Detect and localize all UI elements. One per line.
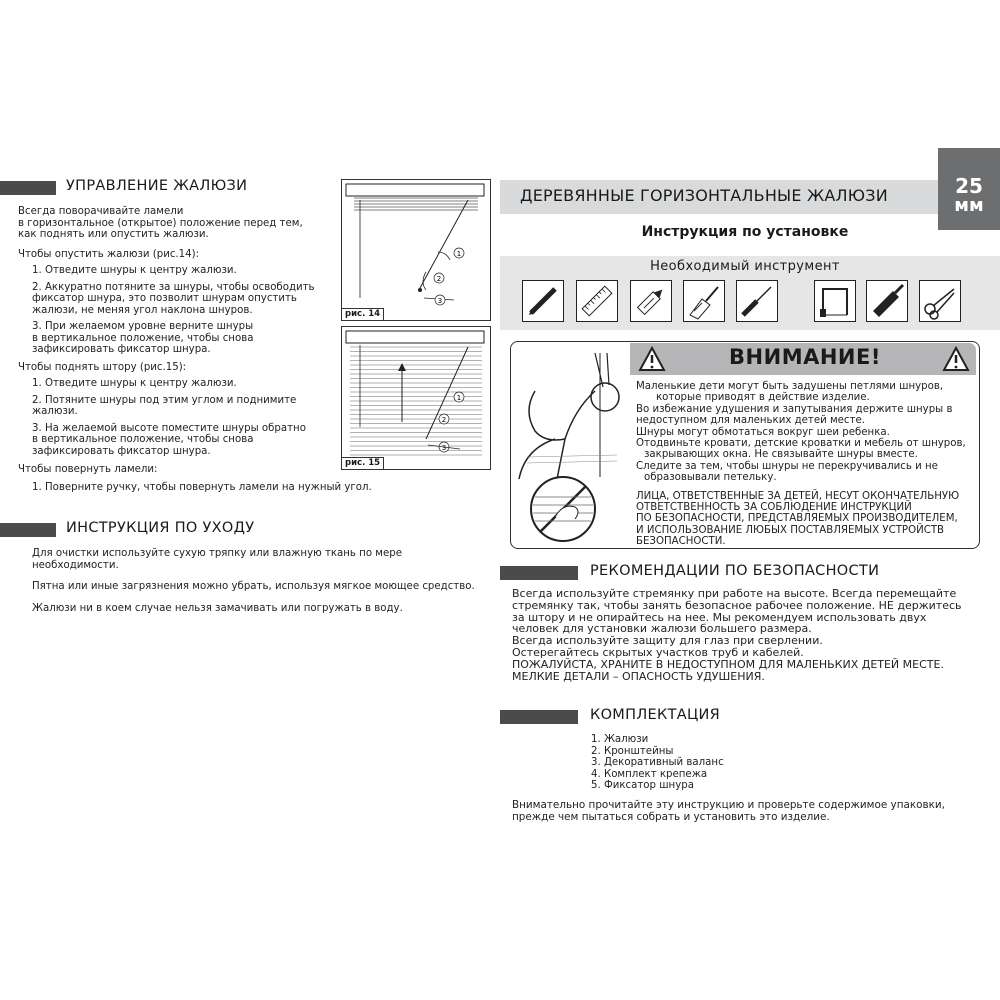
warning-text: Маленькие дети могут быть задушены петлями шнуров, которые приводят в действие изделие. Во избежание удушения и запутывания держите шнуры в недоступном для маленьких детей месте. Шнуры могут обмотаться вокруг шеи ребенка. Отодвиньте кровати, детские кроватки и мебель от шнуров, закрывающих окна. Не связывайте шнуры вместе. Следите за тем, чтобы шнуры не перекручивались и не образовывали петельку. ЛИЦА, ОТВЕТСТВЕННЫЕ ЗА ДЕТЕЙ, НЕСУТ ОКОНЧАТЕЛЬНУЮ ОТВЕТСТВЕННОСТЬ ЗА СОБЛЮДЕНИЕ ИНСТРУКЦИЙ ПО БЕЗОПАСНОСТИ, ПРЕДСТАВЛЯЕМЫХ ПРОИЗВОДИТЕЛЕМ, И ИСПОЛЬЗОВАНИЕ ЛЮБЫХ ПОСТАВЛЯЕМЫХ УСТРОЙСТВ БЕЗОПАСНОСТИ. xyxy=(636,381,966,548)
header-title: ДЕРЕВЯННЫЕ ГОРИЗОНТАЛЬНЫЕ ЖАЛЮЗИ xyxy=(520,186,888,205)
blind-raise-illustration xyxy=(342,327,490,469)
kit-title: КОМПЛЕКТАЦИЯ xyxy=(590,707,721,723)
blind-lower-illustration xyxy=(342,180,490,320)
safety-text: Всегда используйте стремянку при работе на высоте. Всегда перемещайте стремянку так, чтобы занять безопасное рабочее положение. НЕ держитесь за штору и не опирайтесь на нее. Мы рекомендуем использовать двух человек для установки жалюзи большего размера. Всегда используйте защиту для глаз при сверлении. Остерегайтесь скрытых участков труб и кабелей. ПОЖАЛУЙСТА, ХРАНИТЕ В НЕДОСТУПНОМ ДЛЯ МАЛЕНЬКИХ ДЕТЕЙ МЕСТЕ. МЕЛКИЕ ДЕТАЛИ – ОПАСНОСТЬ УДУШЕНИЯ. xyxy=(512,587,962,683)
lower-steps: 1. Отведите шнуры к центру жалюзи. 2. Аккуратно потяните за шнуры, чтобы освободить фиксатор шнура, это позволит шнурам опустить жалюзи, не меняя угол наклона шнуров. 3. При желаемом уровне верните шнуры в вертикальное положение, чтобы снова зафиксировать фиксатор шнура. xyxy=(32,265,315,355)
safety-title: РЕКОМЕНДАЦИИ ПО БЕЗОПАСНОСТИ xyxy=(590,563,880,579)
warning-title: ВНИМАНИЕ! xyxy=(729,345,881,369)
warning-triangle-icon xyxy=(942,346,970,376)
ruler-icon xyxy=(576,280,618,322)
marker-2: 2 xyxy=(436,275,442,283)
marker-3: 3 xyxy=(437,297,443,305)
marker-3: 3 xyxy=(441,444,447,452)
utility-knife-icon xyxy=(630,280,672,322)
child-cord-illustration xyxy=(515,347,630,549)
scissors-icon xyxy=(919,280,961,322)
kit-list: 1. Жалюзи 2. Кронштейны 3. Декоративный валанс 4. Комплект крепежа 5. Фиксатор шнура xyxy=(591,734,724,791)
section-bar xyxy=(500,566,578,580)
tools-title: Необходимый инструмент xyxy=(650,259,840,274)
hacksaw-icon xyxy=(814,280,856,322)
figure-14-label: рис. 14 xyxy=(341,308,384,321)
section-bar xyxy=(500,710,578,724)
size-number: 25 xyxy=(955,174,983,198)
care-title: ИНСТРУКЦИЯ ПО УХОДУ xyxy=(66,520,255,536)
screwdriver-icon xyxy=(736,280,778,322)
warning-triangle-icon xyxy=(638,346,666,376)
install-subtitle: Инструкция по установке xyxy=(641,224,849,240)
pencil-icon xyxy=(522,280,564,322)
turn-heading: Чтобы повернуть ламели: xyxy=(18,464,158,475)
control-title: УПРАВЛЕНИЕ ЖАЛЮЗИ xyxy=(66,178,248,194)
lower-heading: Чтобы опустить жалюзи (рис.14): xyxy=(18,249,200,260)
raise-heading: Чтобы поднять штору (рис.15): xyxy=(18,362,187,373)
figure-14 xyxy=(341,179,491,321)
marker-1: 1 xyxy=(456,394,462,402)
section-bar xyxy=(0,181,56,195)
control-intro: Всегда поворачивайте ламели в горизонтальное (открытое) положение перед тем, как поднять или опустить жалюзи. xyxy=(18,206,303,240)
raise-steps: 1. Отведите шнуры к центру жалюзи. 2. Потяните шнуры под этим углом и поднимите жалюзи. 3. На желаемой высоте поместите шнуры обратно в вертикальное положение, чтобы снова зафиксировать фиксатор шнура. xyxy=(32,378,306,457)
figure-15 xyxy=(341,326,491,470)
size-unit: мм xyxy=(954,195,984,216)
marker-2: 2 xyxy=(441,416,447,424)
kit-note: Внимательно прочитайте эту инструкцию и проверьте содержимое упаковки, прежде чем пытаться собрать и установить это изделие. xyxy=(512,799,945,823)
drill-icon xyxy=(683,280,725,322)
care-text: Для очистки используйте сухую тряпку или влажную ткань по мере необходимости. Пятна или иные загрязнения можно убрать, используя мягкое моющее средство. Жалюзи ни в коем случае нельзя замачивать или погружать в воду. xyxy=(32,548,475,614)
turn-steps: 1. Поверните ручку, чтобы повернуть ламели на нужный угол. xyxy=(32,482,372,493)
section-bar xyxy=(0,523,56,537)
figure-15-label: рис. 15 xyxy=(341,457,384,470)
saw-blade-icon xyxy=(866,280,908,322)
marker-1: 1 xyxy=(456,250,462,258)
